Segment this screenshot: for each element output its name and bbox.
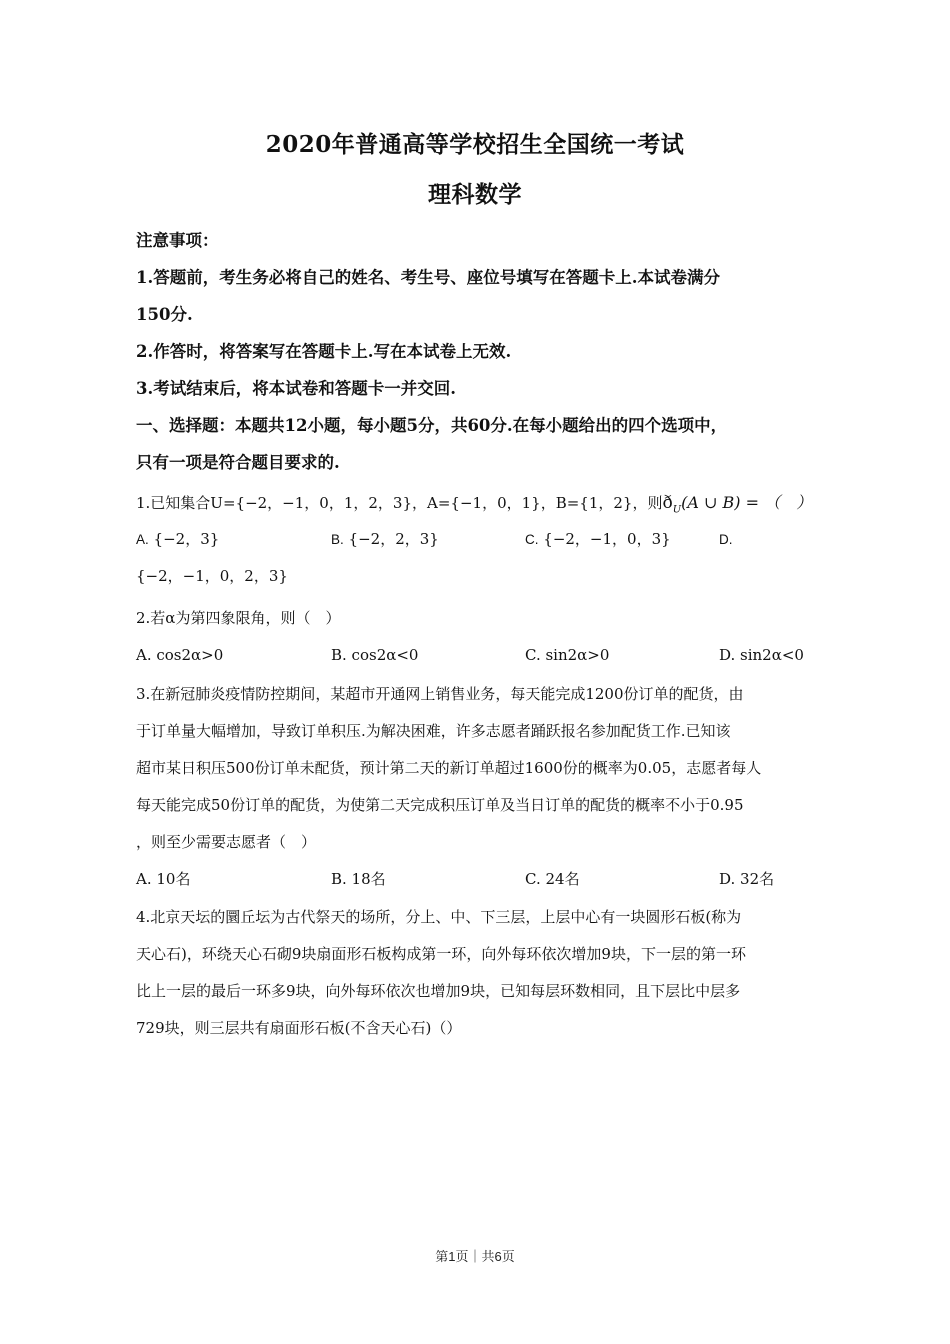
question-2-option-b: B. cos2α<0 [331,646,419,664]
question-3-options-row [136,861,816,898]
notes-item-3: 3.考试结束后，将本试卷和答题卡一并交回. [136,379,456,398]
notes-item-1-line-2: 150分. [136,305,193,324]
question-1-stem: 1.已知集合U={−2，−1，0，1，2，3}，A={−1，0，1}，B={1，2}，则 [136,494,663,512]
question-4 [136,899,816,1047]
section-heading-line-1: 一、选择题：本题共12小题，每小题5分，共60分.在每小题给出的四个选项中， [136,416,728,435]
question-2-stem: 2.若α为第四象限角，则（ ） [136,609,341,627]
question-3-line-5: ，则至少需要志愿者（ ） [136,833,317,851]
notes-item-2: 2.作答时，将答案写在答题卡上.写在本试卷上无效. [136,342,512,361]
section-heading-line-2: 只有一项是符合题目要求的. [136,453,340,472]
question-1-stem-line [136,484,816,521]
question-2-options-row [136,637,816,674]
question-3-line-4: 每天能完成50份订单的配货，为使第二天完成积压订单及当日订单的配货的概率不小于0.95 [136,796,744,814]
notes-item-1-line-1: 1.答题前，考生务必将自己的姓名、考生号、座位号填写在答题卡上.本试卷满分 [136,268,720,287]
question-3-option-d: D. 32名 [719,870,775,888]
complement-symbol: $ð_U$ [662,493,682,516]
question-1-option-b: B. {−2，2，3} [331,530,439,548]
question-3-line-2: 于订单量大幅增加，导致订单积压.为解决困难，许多志愿者踊跃报名参加配货工作.已知该 [136,722,731,740]
question-3-option-a: A. 10名 [136,870,191,888]
question-1-option-d: {−2，−1，0，2，3} [136,567,288,585]
question-1-option-d-label: D. [719,532,733,547]
question-1-option-a: A. {−2，3} [136,530,220,548]
question-4-line-3: 比上一层的最后一环多9块，向外每环依次也增加9块，已知每层环数相同，且下层比中层多 [136,982,741,1000]
notes-heading: 注意事项： [136,231,219,250]
question-3-line-1: 3.在新冠肺炎疫情防控期间，某超市开通网上销售业务，每天能完成1200份订单的配货，由 [136,685,744,703]
notes-section [136,222,816,481]
question-1-option-c: C. {−2，−1，0，3} [525,530,671,548]
question-4-line-4: 729块，则三层共有扇面形石板(不含天心石)（） [136,1019,462,1037]
question-2-option-d: D. sin2α<0 [719,646,804,664]
question-2-option-c: C. sin2α>0 [525,646,610,664]
question-3-line-3: 超市某日积压500份订单未配货，预计第二天的新订单超过1600份的概率为0.05，志愿者每人 [136,759,762,777]
page-footer: 第1页｜共6页 [435,1249,515,1264]
question-2-option-a: A. cos2α>0 [136,646,224,664]
exam-subtitle: 理科数学 [428,181,522,208]
question-3-option-c: C. 24名 [525,870,580,888]
question-1-expression: (A ∪ B) = （ ） [681,493,813,512]
question-1 [136,484,816,595]
exam-title: 2020年普通高等学校招生全国统一考试 [265,131,685,158]
question-1-options-row [136,521,816,558]
question-2 [136,600,816,674]
question-3-option-b: B. 18名 [331,870,386,888]
question-4-line-1: 4.北京天坛的圜丘坛为古代祭天的场所，分上、中、下三层，上层中心有一块圆形石板(称为 [136,908,742,926]
question-3 [136,676,816,898]
question-4-line-2: 天心石)，环绕天心石砌9块扇面形石板构成第一环，向外每环依次增加9块，下一层的第一环 [136,945,746,963]
